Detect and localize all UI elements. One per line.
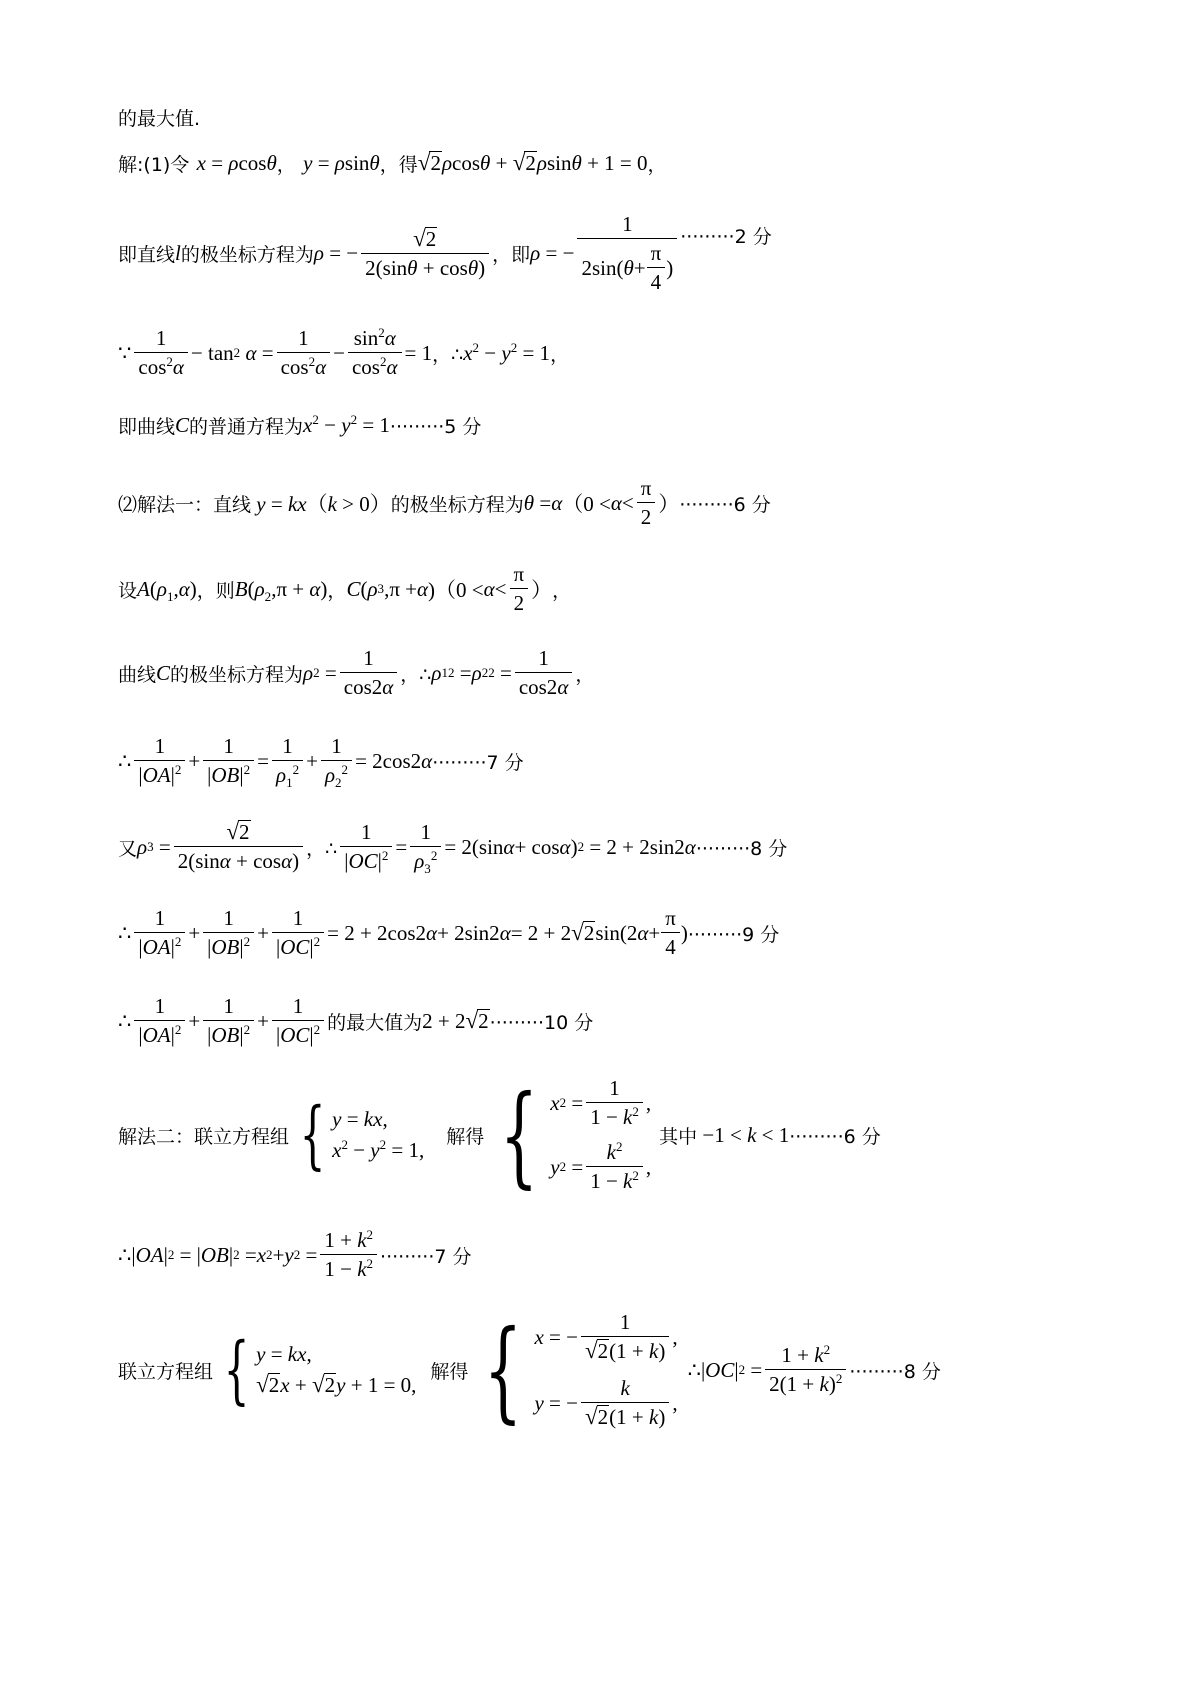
therefore-symbol: ∴ — [118, 1008, 132, 1033]
because-symbol: ∵ — [118, 340, 132, 365]
system-1: { y = kx, $x^2 - y^2 = 1$, — [299, 1092, 425, 1179]
solution-part1-line — [118, 150, 667, 177]
label-solve: 解得 — [430, 1360, 469, 1383]
formula-x: x = ρcosθ — [196, 151, 277, 175]
therefore-label: ，∴ — [306, 837, 338, 860]
score-8: ·········8 分 — [695, 837, 788, 860]
formula-point-B: $B(\rho_2,\pi + \alpha)$ — [234, 576, 328, 604]
formula-rho-1: ρ = − √ 2 2(sinθ + cosθ) — [314, 227, 492, 281]
symbol-C: C — [156, 660, 171, 685]
label-max-value: 的最大值为 — [327, 1011, 423, 1034]
method-one-line — [118, 476, 771, 530]
formula-sum-all-2: $\frac{1}{|OA|^2}$ + $\frac{1}{|OB|^2}$ + $\frac{1}{|OC|^2}$ — [131, 994, 327, 1048]
formula-theta-alpha: θ = α （0 < α < $\frac{\pi}{2}$ ） — [523, 476, 680, 530]
formula-y: y = ρsinθ — [303, 151, 380, 175]
separator: ， — [276, 154, 296, 176]
therefore-symbol: ∴ — [687, 1357, 701, 1382]
separator: ， — [575, 663, 595, 686]
formula-rho3: ρ 3 = √ 2 2(sinα + cosα) — [137, 820, 306, 874]
label-method-two: 解法二：联立方程组 — [118, 1125, 290, 1148]
score-8b: ·········8 分 — [849, 1360, 941, 1383]
label-namely: ，即 — [492, 244, 531, 267]
method-two-line — [118, 1071, 881, 1200]
label-then: ，则 — [196, 579, 235, 602]
curve-equation-line — [118, 412, 481, 439]
curve-polar-line — [118, 646, 594, 700]
formula-oa-ob: | OA | 2 = | OB | 2 = x 2 + y 2 = $\frac{1 + k^2}{1 - k^2}$ — [131, 1228, 380, 1282]
symbol-l: l — [175, 241, 181, 266]
points-line — [118, 562, 571, 616]
formula-sum-all: $\frac{1}{|OA|^2}$ + $\frac{1}{|OB|^2}$ + $\frac{1}{|OC|^2}$ = 2 + 2cos2 α + 2sin2 α = 2 + 2 √ 2 sin(2 α + $\frac{\pi}{4}$ ) — [131, 906, 687, 960]
text-intro: 的最大值. — [118, 108, 201, 130]
label-also: 又 — [118, 837, 138, 860]
polar-equation-line — [118, 212, 772, 295]
formula-identity: $\frac{1}{\cos^2\alpha}$ − tan 2 α = $\frac{1}{\cos^2\alpha}$ − $\frac{\sin^2\alpha}{\cos^2\alpha}$ = 1 — [131, 326, 432, 380]
score-7: ·········7 分 — [432, 751, 524, 774]
label-where: 其中 — [659, 1125, 698, 1148]
formula-line-kx: y = kx（k > 0） — [256, 492, 391, 517]
oa-ob-line — [118, 1228, 472, 1282]
max-value-line — [118, 994, 593, 1048]
therefore-symbol: ∴ — [118, 920, 132, 945]
score-10: ·········10 分 — [489, 1011, 594, 1034]
label-general-equation: 的普通方程为 — [189, 416, 304, 438]
therefore-label: ，∴ — [432, 343, 464, 366]
label-polar-equation: 的极坐标方程为 — [180, 244, 314, 267]
label-system: 联立方程组 — [118, 1360, 214, 1383]
formula-hyperbola-2: $x^2 - y^2 = 1$ — [303, 412, 390, 437]
label-polar-equation: 的极坐标方程为 — [170, 663, 304, 686]
label-solution-1: 解:(1)令 — [118, 154, 190, 176]
formula-sum-oa-ob: $\frac{1}{|OA|^2}$ + $\frac{1}{|OB|^2}$ = $\frac{1}{\rho_1^2}$ + $\frac{1}{\rho_2^2}$ = 2cos2 α — [131, 734, 432, 788]
separator: ， — [550, 343, 570, 366]
score-9: ·········9 分 — [687, 923, 780, 946]
formula-oc-squared: | OC | 2 = $\frac{1 + k^2}{2(1 + k)^2}$ — [701, 1343, 849, 1397]
therefore-symbol: ∴ — [118, 1242, 132, 1267]
label-let: 设 — [118, 579, 138, 602]
score-2: ·········2 分 — [680, 226, 772, 249]
score-6b: ·········6 分 — [789, 1125, 881, 1148]
symbol-C: C — [175, 413, 190, 437]
formula-line-equation: √ 2 ρcosθ + √ 2 ρsinθ + 1 = 0 — [417, 149, 648, 175]
separator: ， — [327, 579, 347, 602]
label-method-one: ⑵解法一：直线 — [118, 493, 252, 516]
formula-rho1-rho2: ρ 1 2 = ρ 2 2 = $\frac{1}{\cos 2\alpha}$ — [431, 646, 575, 700]
formula-max: 2 + 2 √ 2 — [422, 1006, 489, 1033]
formula-hyperbola: $x^2 - y^2 = 1$ — [463, 339, 551, 365]
label-curve: 即曲线 — [118, 416, 176, 438]
sum-oa-ob-line — [118, 734, 524, 791]
score-5: ·········5 分 — [389, 416, 482, 438]
formula-k-range: −1 < k < 1 — [697, 1122, 790, 1147]
label-curve: 曲线 — [118, 663, 157, 686]
system-2-solution: { x = − 1 √ 2 (1 + k) , y = − k √ 2 (1 + k) , — [484, 1306, 678, 1435]
label-solve: 解得 — [446, 1125, 485, 1148]
formula-rho-2: ρ = − 1 2sin( θ + $\frac{\pi}{4}$ ) — [530, 212, 680, 295]
label-line: 即直线 — [118, 244, 176, 267]
separator: ， — [647, 154, 667, 176]
formula-rho-squared: ρ 2 = $\frac{1}{\cos 2\alpha}$ — [303, 646, 400, 700]
sum-all-line — [118, 906, 779, 960]
system-2: { y = kx, √ 2 x + √ 2 y + 1 = 0, — [223, 1327, 417, 1414]
label-get: ，得 — [379, 154, 418, 176]
score-6: ·········6 分 — [679, 493, 771, 516]
therefore-symbol: ∴ — [118, 748, 132, 773]
formula-oc: $\frac{1}{|OC|^2}$ = $\frac{1}{\rho_3^2}$ = 2(sin α + cos α ) 2 = 2 + 2sin2 α — [337, 820, 696, 874]
identity-line — [118, 326, 569, 380]
therefore-label: ，∴ — [400, 663, 432, 686]
score-7b: ·········7 分 — [380, 1245, 472, 1268]
label-polar-equation: 的极坐标方程为 — [390, 493, 524, 516]
separator: ， — [552, 579, 572, 602]
rho3-line — [118, 818, 788, 877]
formula-point-C: C ( ρ 3 ,π + α )（0 < α < $\frac{\pi}{2}$ ） — [346, 562, 553, 616]
system-two-line — [118, 1306, 941, 1435]
system-1-solution: { x 2 = $\frac{1}{1 - k^2}$ , y 2 = $\frac{k^2}{1 - k^2}$ , — [500, 1071, 652, 1200]
formula-point-A: $A(\rho_1,\alpha)$ — [137, 576, 197, 604]
text-line-0 — [118, 104, 200, 131]
